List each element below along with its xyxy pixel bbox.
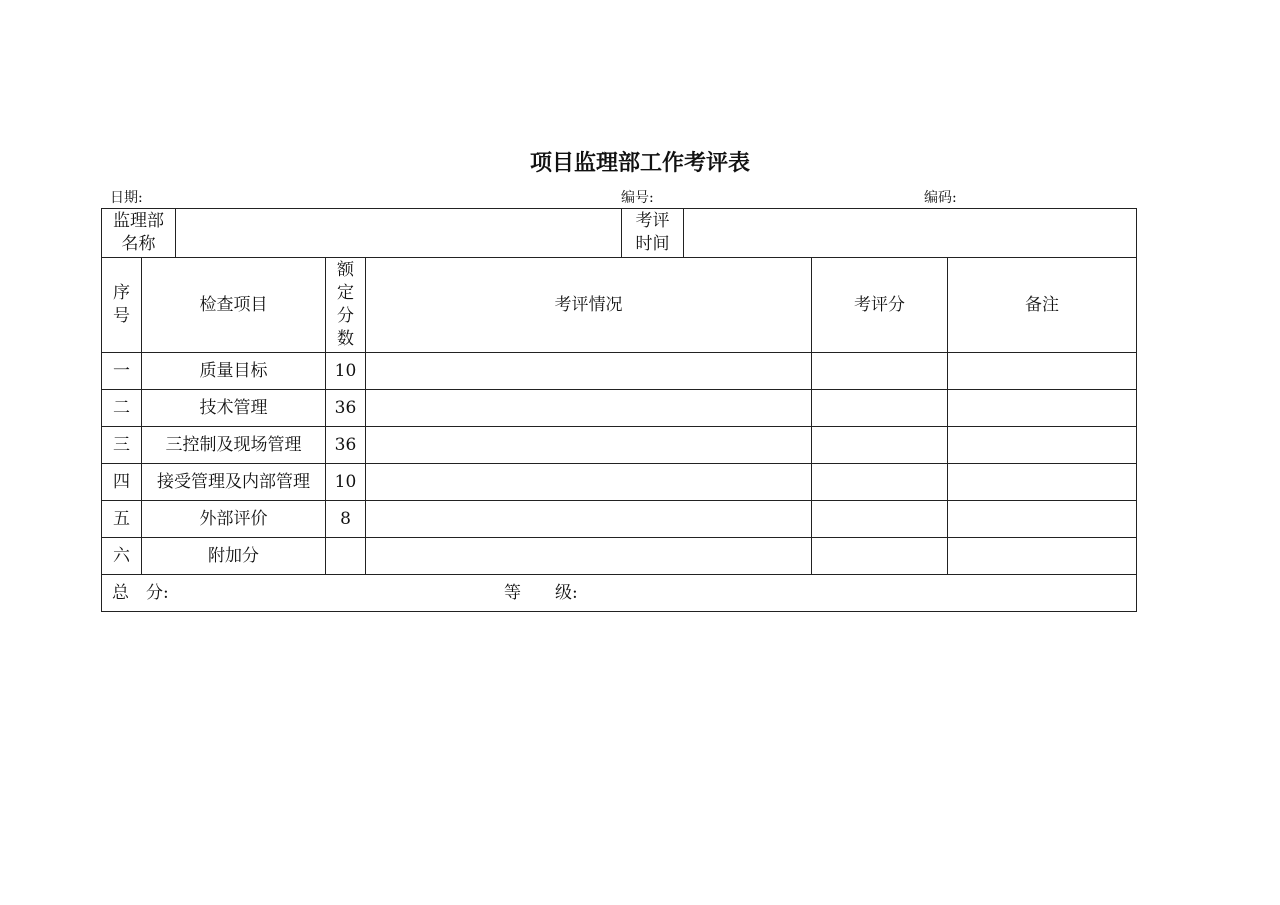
number-label: 编号:	[621, 190, 654, 206]
header-item: 检查项目	[142, 258, 326, 353]
row-seq: 五	[102, 501, 142, 538]
evaluation-table	[101, 208, 1137, 612]
header-seq-char: 序	[112, 283, 130, 303]
total-cell	[102, 575, 1137, 612]
row-quota: 10	[326, 464, 366, 501]
row-quota[interactable]	[326, 538, 366, 575]
row-seq: 六	[102, 538, 142, 575]
eval-time-label	[622, 209, 684, 258]
row-score-field[interactable]	[812, 427, 948, 464]
row-situation-field[interactable]	[366, 501, 812, 538]
row-situation-field[interactable]	[366, 427, 812, 464]
dept-row	[102, 209, 1137, 258]
row-remark-field[interactable]	[948, 390, 1137, 427]
row-item: 外部评价	[142, 501, 326, 538]
header-row	[102, 258, 1137, 353]
row-remark-field[interactable]	[948, 464, 1137, 501]
table-row	[102, 353, 1137, 390]
header-seq-char: 号	[112, 306, 130, 326]
table-row	[102, 427, 1137, 464]
table-row	[102, 464, 1137, 501]
row-situation-field[interactable]	[366, 538, 812, 575]
grade-label: 等 级:	[504, 583, 578, 603]
row-score-field[interactable]	[812, 390, 948, 427]
row-quota: 36	[326, 390, 366, 427]
row-item: 质量目标	[142, 353, 326, 390]
eval-time-field[interactable]	[684, 209, 1137, 258]
row-item: 三控制及现场管理	[142, 427, 326, 464]
header-situation: 考评情况	[366, 258, 812, 353]
row-remark-field[interactable]	[948, 353, 1137, 390]
header-seq	[102, 258, 142, 353]
row-remark-field[interactable]	[948, 427, 1137, 464]
row-item: 技术管理	[142, 390, 326, 427]
row-quota: 10	[326, 353, 366, 390]
time-label-line1: 考评	[635, 211, 670, 231]
dept-name-field[interactable]	[176, 209, 622, 258]
dept-label-line2: 名称	[121, 234, 156, 254]
header-quota-char: 分	[336, 306, 354, 326]
row-quota: 8	[326, 501, 366, 538]
row-remark-field[interactable]	[948, 501, 1137, 538]
header-quota-char: 定	[336, 283, 354, 303]
header-remark: 备注	[948, 258, 1137, 353]
row-quota: 36	[326, 427, 366, 464]
row-situation-field[interactable]	[366, 353, 812, 390]
time-label-line2: 时间	[635, 234, 670, 254]
dept-label-line1: 监理部	[113, 211, 164, 231]
header-quota-char: 额	[336, 260, 354, 280]
row-item: 接受管理及内部管理	[142, 464, 326, 501]
row-score-field[interactable]	[812, 464, 948, 501]
total-score-label: 总 分:	[112, 583, 169, 603]
table-row	[102, 390, 1137, 427]
row-score-field[interactable]	[812, 538, 948, 575]
row-seq: 三	[102, 427, 142, 464]
row-item: 附加分	[142, 538, 326, 575]
row-situation-field[interactable]	[366, 390, 812, 427]
table-row	[102, 538, 1137, 575]
row-seq: 四	[102, 464, 142, 501]
dept-name-label	[102, 209, 176, 258]
row-situation-field[interactable]	[366, 464, 812, 501]
header-score: 考评分	[812, 258, 948, 353]
date-label: 日期:	[110, 190, 143, 206]
row-seq: 二	[102, 390, 142, 427]
total-row	[102, 575, 1137, 612]
table-row	[102, 501, 1137, 538]
row-remark-field[interactable]	[948, 538, 1137, 575]
page-title: 项目监理部工作考评表	[529, 151, 750, 176]
header-quota	[326, 258, 366, 353]
code-label: 编码:	[924, 190, 957, 206]
row-score-field[interactable]	[812, 353, 948, 390]
row-seq: 一	[102, 353, 142, 390]
header-quota-char: 数	[336, 329, 354, 349]
row-score-field[interactable]	[812, 501, 948, 538]
